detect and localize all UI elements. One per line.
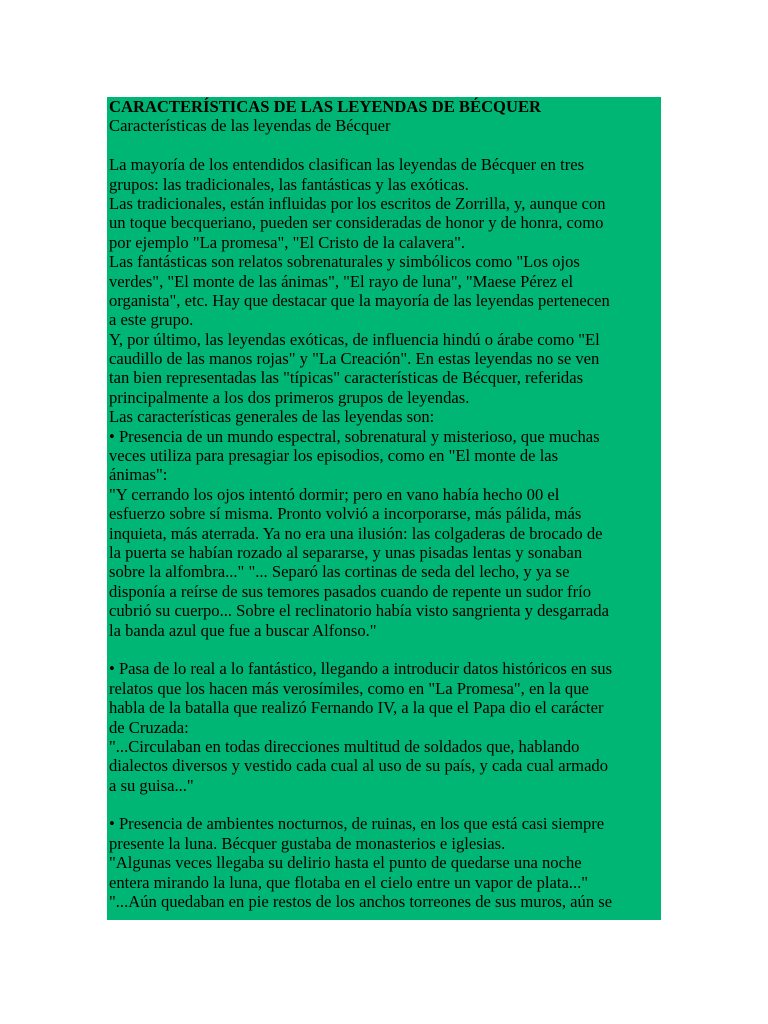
text-line: de Cruzada: (109, 717, 189, 737)
quote-line: "Algunas veces llegaba su delirio hasta el punto de quedarse una noche (109, 853, 582, 873)
quote-line: disponía a reírse de sus temores pasados cuando de repente un sudor frío (109, 581, 591, 601)
blank-line (109, 795, 661, 814)
quote-line: cubrió su cuerpo... Sobre el reclinatorio había visto sangrienta y desgarrada (109, 601, 609, 621)
text-line: caudillo de las manos rojas" y "La Creación". En estas leyendas no se ven (109, 349, 600, 369)
quote-line: la banda azul que fue a buscar Alfonso." (109, 620, 377, 640)
quote-line: "...Circulaban en todas direcciones multitud de soldados que, hablando (109, 736, 580, 756)
text-line: Las fantásticas son relatos sobrenaturales y simbólicos como "Los ojos (109, 252, 580, 272)
text-line: tan bien representadas las "típicas" características de Bécquer, referidas (109, 368, 584, 388)
text-line: ánimas": (109, 465, 168, 485)
bullet-line: • Pasa de lo real a lo fantástico, llegando a introducir datos históricos en sus (109, 659, 613, 679)
text-line: Y, por último, las leyendas exóticas, de influencia hindú o árabe como "El (109, 329, 600, 349)
quote-line: sobre la alfombra..." "... Separó las cortinas de seda del lecho, y ya se (109, 562, 570, 582)
quote-line: a su guisa..." (109, 775, 194, 795)
quote-line: "...Aún quedaban en pie restos de los anchos torreones de sus muros, aún se (109, 892, 613, 912)
quote-line: dialectos diversos y vestido cada cual al uso de su país, y cada cual armado (109, 756, 609, 776)
text-line: Las características generales de las leyendas son: (109, 407, 435, 427)
text-line: un toque becqueriano, pueden ser consideradas de honor y de honra, como (109, 213, 604, 233)
document-title: CARACTERÍSTICAS DE LAS LEYENDAS DE BÉCQUER (109, 97, 541, 116)
quote-line: entera mirando la luna, que flotaba en el cielo entre un vapor de plata..." (109, 872, 589, 892)
text-line: grupos: las tradicionales, las fantásticas y las exóticas. (109, 174, 469, 194)
quote-line: esfuerzo sobre sí misma. Pronto volvió a incorporarse, más pálida, más (109, 504, 582, 524)
blank-line (109, 136, 661, 155)
document-page (107, 97, 661, 920)
text-line: La mayoría de los entendidos clasifican las leyendas de Bécquer en tres (109, 155, 585, 175)
text-line: Las tradicionales, están influidas por los escritos de Zorrilla, y, aunque con (109, 193, 606, 213)
document-text (109, 97, 661, 911)
quote-line: la puerta se habían rozado al separarse, y unas pisadas lentas y sonaban (109, 542, 583, 562)
bullet-line: • Presencia de un mundo espectral, sobrenatural y misterioso, que muchas (109, 426, 600, 446)
text-line: por ejemplo "La promesa", "El Cristo de la calavera". (109, 232, 466, 252)
text-line: verdes", "El monte de las ánimas", "El rayo de luna", "Maese Pérez el (109, 271, 574, 291)
text-line: presente la luna. Bécquer gustaba de monasterios e iglesias. (109, 833, 506, 853)
blank-line (109, 640, 661, 659)
bullet-line: • Presencia de ambientes nocturnos, de ruinas, en los que está casi siempre (109, 814, 605, 834)
document-subtitle: Características de las leyendas de Bécquer (109, 116, 391, 136)
quote-line: inquieta, más aterrada. Ya no era una ilusión: las colgaderas de brocado de (109, 523, 603, 543)
text-line: organista", etc. Hay que destacar que la mayoría de las leyendas pertenecen (109, 290, 610, 310)
text-line: principalmente a los dos primeros grupos de leyendas. (109, 387, 470, 407)
quote-line: "Y cerrando los ojos intentó dormir; pero en vano había hecho 00 el (109, 484, 560, 504)
text-line: habla de la batalla que realizó Fernando IV, a la que el Papa dio el carácter (109, 698, 604, 718)
text-line: a este grupo. (109, 310, 194, 330)
text-line: veces utiliza para presagiar los episodios, como en "El monte de las (109, 446, 559, 466)
text-line: relatos que los hacen más verosímiles, como en "La Promesa", en la que (109, 678, 589, 698)
